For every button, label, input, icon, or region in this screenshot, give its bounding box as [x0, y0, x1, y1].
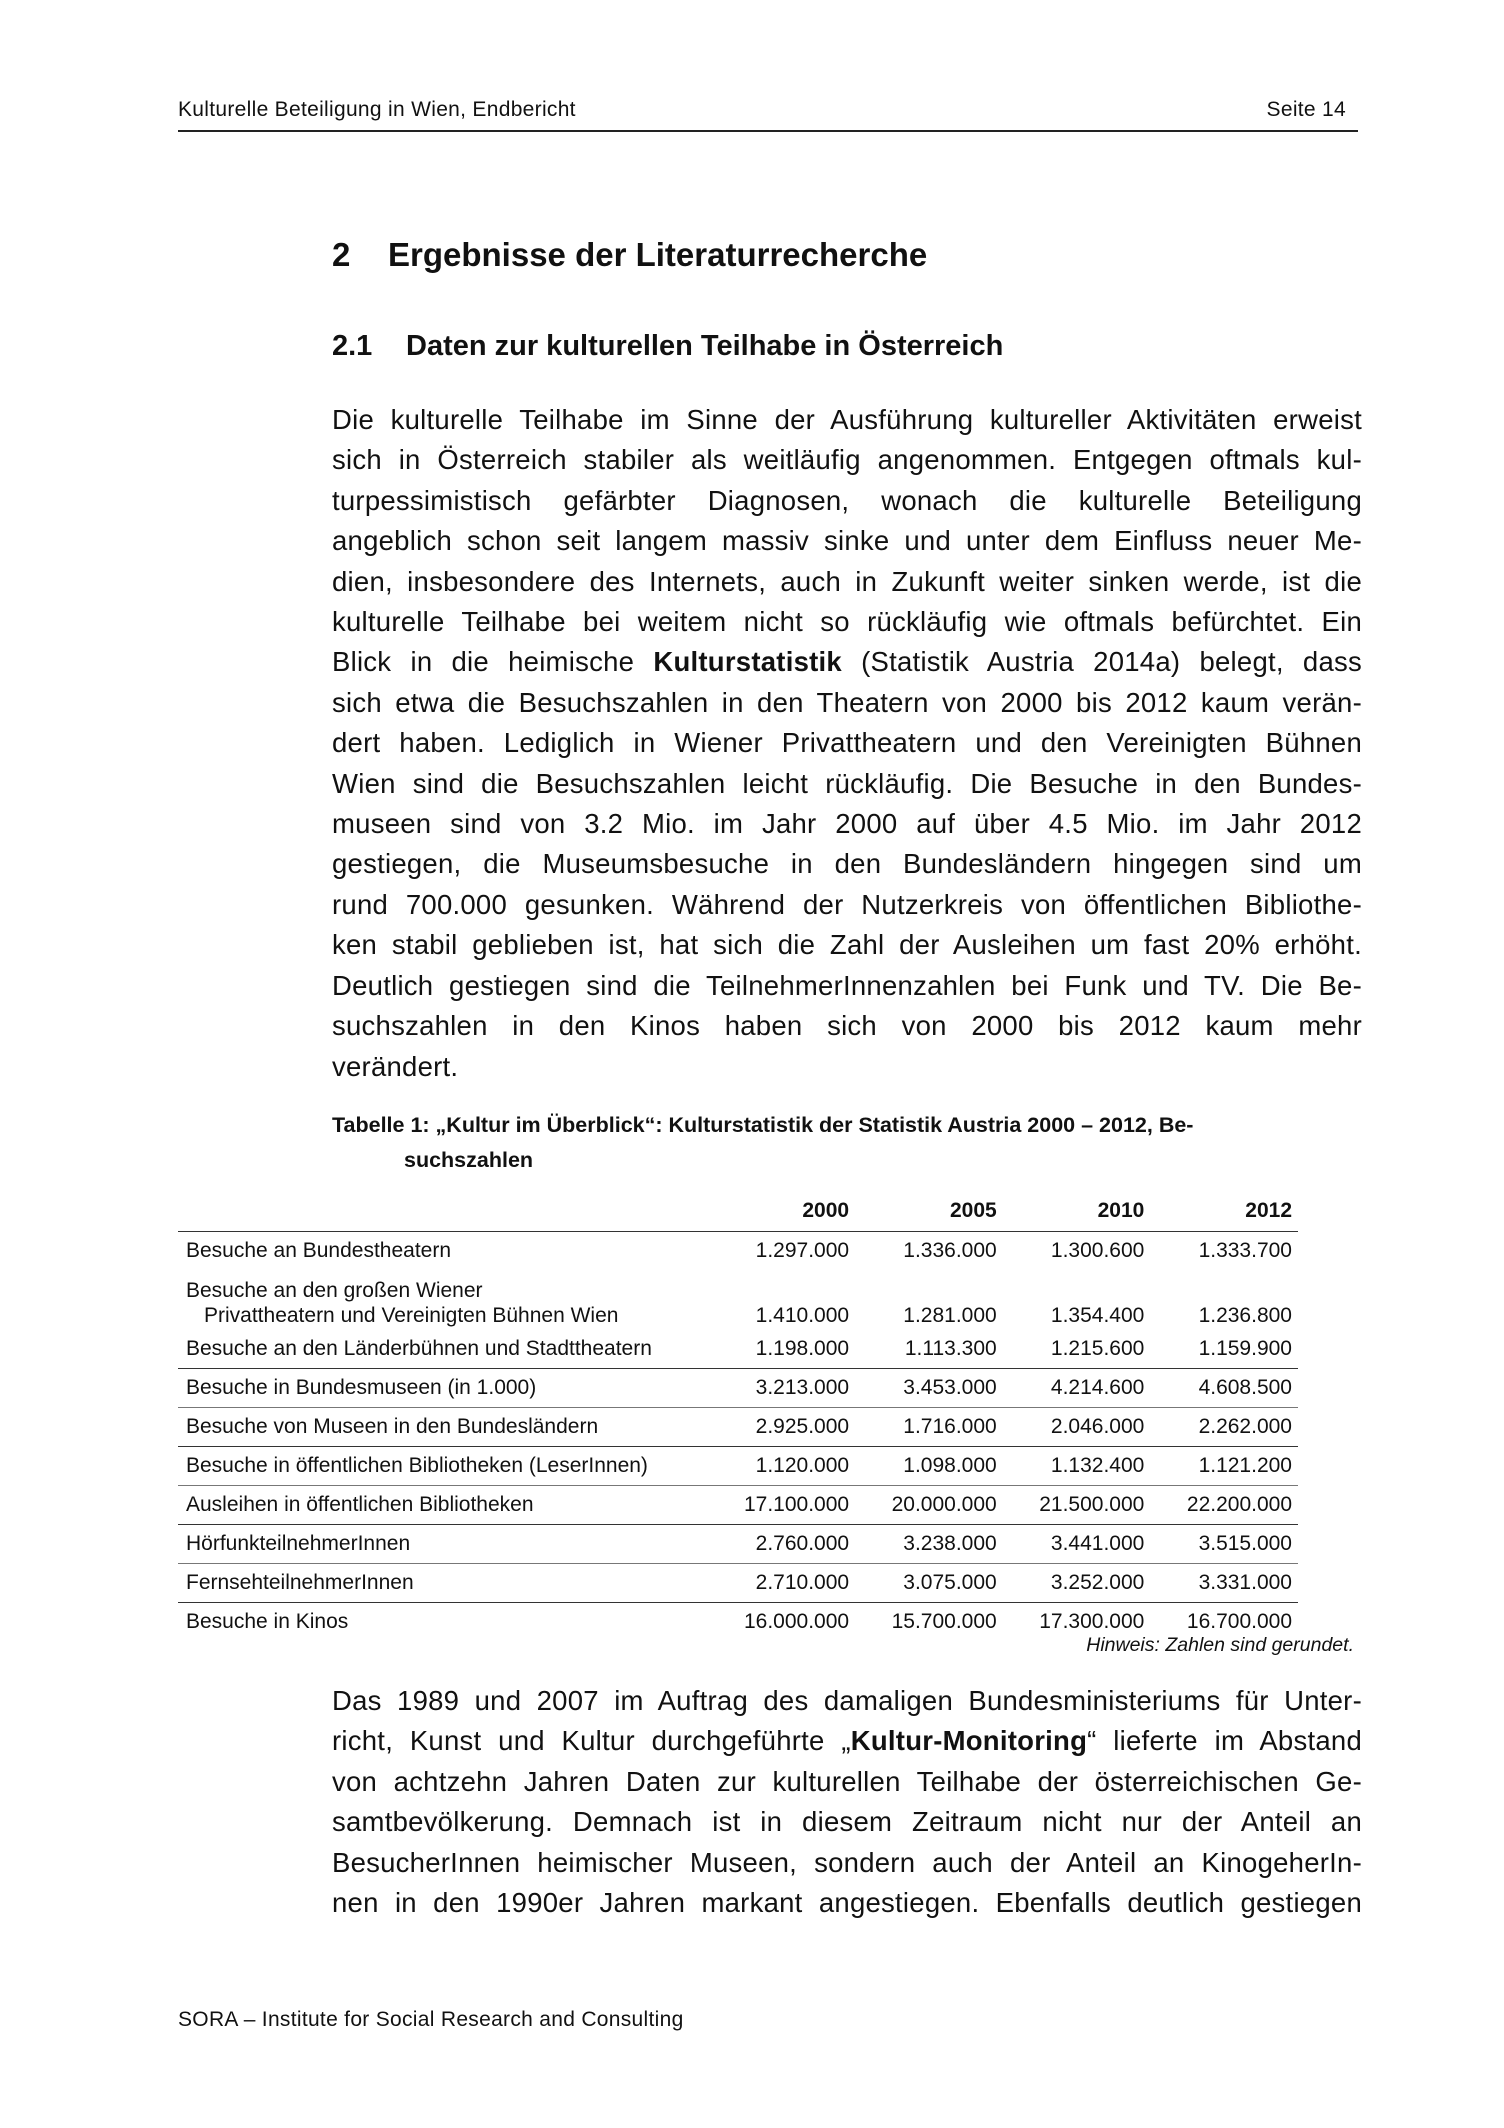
paragraph-line: Die kulturelle Teilhabe im Sinne der Ausführung kultureller Aktivitäten erweist — [332, 404, 1362, 435]
cell-value: 1.121.200 — [1150, 1447, 1298, 1486]
row-label: Besuche in Bundesmuseen (in 1.000) — [178, 1369, 707, 1408]
cell-value: 3.515.000 — [1150, 1525, 1298, 1564]
paragraph-kultur-monitoring — [332, 1681, 1362, 1923]
cell-value: 1.300.600 — [1050, 1239, 1145, 1262]
cell-value: 3.441.000 — [1003, 1525, 1151, 1564]
cell-value: 1.198.000 — [707, 1330, 855, 1369]
caption-line: Tabelle 1: „Kultur im Überblick“: Kulturstatistik der Statistik Austria 2000 – 2012, Be- — [332, 1113, 1194, 1137]
cell-value: 1.120.000 — [707, 1447, 855, 1486]
row-label: Besuche an den Länderbühnen und Stadttheatern — [178, 1330, 707, 1369]
paragraph-line: verändert. — [332, 1050, 459, 1082]
row-label-line: Privattheatern und Vereinigten Bühnen Wien — [204, 1304, 619, 1327]
paragraph-line: suchszahlen in den Kinos haben sich von 2000 bis 2012 kaum mehr — [332, 1010, 1362, 1042]
cell-value: 1.297.000 — [755, 1239, 850, 1262]
cell-value: 3.075.000 — [855, 1564, 1003, 1603]
paragraph-line: von achtzehn Jahren Daten zur kulturellen Teilhabe der österreichischen Ge- — [332, 1765, 1362, 1797]
cell-value: 22.200.000 — [1150, 1486, 1298, 1525]
paragraph-line: angeblich schon seit langem massiv sinke und unter dem Einfluss neuer Me- — [332, 525, 1362, 557]
cell-value: 1.281.000 — [903, 1304, 997, 1327]
paragraph-line: sich etwa die Besuchszahlen in den Theatern von 2000 bis 2012 kaum verän- — [332, 686, 1362, 718]
cell-value: 17.300.000 — [1039, 1610, 1145, 1633]
paragraph-line: museen sind von 3.2 Mio. im Jahr 2000 auf über 4.5 Mio. im Jahr 2012 — [332, 808, 1362, 840]
cell-value: 1.333.700 — [1198, 1239, 1292, 1262]
running-header — [178, 96, 1358, 132]
table-header-year: 2012 — [1150, 1195, 1298, 1232]
cell-value: 1.113.300 — [855, 1330, 1003, 1369]
cell-value: 2.760.000 — [707, 1525, 855, 1564]
paragraph-line: turpessimistisch gefärbter Diagnosen, wonach die kulturelle Beteiligung — [332, 484, 1362, 516]
table-note: Hinweis: Zahlen sind gerundet. — [1086, 1634, 1354, 1656]
chapter-title: Ergebnisse der Literaturrecherche — [388, 236, 928, 273]
cell-value: 2.046.000 — [1003, 1408, 1151, 1447]
paragraph-line: kulturelle Teilhabe bei weitem nicht so rückläufig wie oftmals befürchtet. Ein — [332, 606, 1362, 638]
table-row — [178, 1486, 1298, 1525]
row-label: FernsehteilnehmerInnen — [178, 1564, 707, 1603]
cell-value: 15.700.000 — [891, 1610, 997, 1633]
cell-value: 3.252.000 — [1003, 1564, 1151, 1603]
row-label: Besuche in öffentlichen Bibliotheken (LeserInnen) — [178, 1447, 707, 1486]
paragraph-line: ken stabil geblieben ist, hat sich die Zahl der Ausleihen um fast 20% erhöht. — [332, 929, 1362, 961]
cell-value: 3.238.000 — [855, 1525, 1003, 1564]
cell-value: 1.215.600 — [1003, 1330, 1151, 1369]
cell-value: 3.453.000 — [855, 1369, 1003, 1408]
paragraph-line: dert haben. Lediglich in Wiener Privattheatern und den Vereinigten Bühnen — [332, 727, 1362, 759]
table-row — [178, 1447, 1298, 1486]
cell-value: 1.132.400 — [1003, 1447, 1151, 1486]
cell-value: 4.608.500 — [1150, 1369, 1298, 1408]
paragraph-line: sich in Österreich stabiler als weitläufig angenommen. Entgegen oftmals kul- — [332, 444, 1362, 476]
paragraph-line — [332, 642, 1362, 682]
paragraph-line: rund 700.000 gesunken. Während der Nutzerkreis von öffentlichen Bibliothe- — [332, 888, 1362, 920]
row-label — [178, 1270, 707, 1330]
cell-value: 17.100.000 — [707, 1486, 855, 1525]
table-header-label — [178, 1195, 707, 1232]
text-segment: “ lieferte im Abstand — [1087, 1725, 1362, 1757]
paragraph-line: samtbevölkerung. Demnach ist in diesem Zeitraum nicht nur der Anteil an — [332, 1806, 1362, 1838]
cell-value: 21.500.000 — [1003, 1486, 1151, 1525]
table-caption — [332, 1108, 1362, 1178]
cell-value: 1.098.000 — [855, 1447, 1003, 1486]
paragraph-line: gestiegen, die Museumsbesuche in den Bundesländern hingegen sind um — [332, 848, 1362, 880]
row-label: Besuche in Kinos — [186, 1610, 349, 1633]
kulturstatistik-term: Kulturstatistik — [653, 646, 842, 678]
table-header-year: 2005 — [855, 1195, 1003, 1232]
cell-value: 2.262.000 — [1150, 1408, 1298, 1447]
table-header-year: 2010 — [1003, 1195, 1151, 1232]
row-label: Ausleihen in öffentlichen Bibliotheken — [178, 1486, 707, 1525]
cell-value: 1.716.000 — [855, 1408, 1003, 1447]
table-header-year: 2000 — [707, 1195, 855, 1232]
paragraph-line: Das 1989 und 2007 im Auftrag des damaligen Bundesministeriums für Unter- — [332, 1685, 1362, 1716]
row-label-line: Besuche an den großen Wiener — [186, 1279, 483, 1302]
page-footer: SORA – Institute for Social Research and Consulting — [178, 2008, 684, 2031]
chapter-number: 2 — [332, 236, 351, 273]
table-header-row — [178, 1195, 1298, 1232]
paragraph-intro — [332, 400, 1362, 1087]
table-row — [178, 1525, 1298, 1564]
cell-value: 1.159.900 — [1150, 1330, 1298, 1369]
cell-value: 4.214.600 — [1003, 1369, 1151, 1408]
row-label: HörfunkteilnehmerInnen — [178, 1525, 707, 1564]
section-title: Daten zur kulturellen Teilhabe in Österreich — [406, 330, 1004, 362]
cell-value: 16.000.000 — [743, 1610, 850, 1633]
page-number: Seite 14 — [1266, 98, 1346, 121]
text-segment: (Statistik Austria 2014a) belegt, dass — [861, 646, 1362, 678]
table-row — [178, 1369, 1298, 1408]
text-segment: Blick in die heimische — [332, 646, 635, 678]
row-label: Besuche von Museen in den Bundesländern — [178, 1408, 707, 1447]
cell-value: 2.710.000 — [707, 1564, 855, 1603]
cell-value: 1.236.800 — [1198, 1304, 1292, 1327]
cell-value: 1.354.400 — [1050, 1304, 1145, 1327]
cell-value: 3.213.000 — [707, 1369, 855, 1408]
chapter-heading — [332, 236, 927, 274]
section-heading — [332, 330, 1003, 363]
document-title: Kulturelle Beteiligung in Wien, Endbericht — [178, 98, 576, 121]
cell-value: 1.410.000 — [755, 1304, 850, 1327]
statistics-table — [178, 1195, 1298, 1641]
table-row — [178, 1232, 1298, 1271]
text-segment: richt, Kunst und Kultur durchgeführte „ — [332, 1725, 851, 1757]
cell-value: 20.000.000 — [855, 1486, 1003, 1525]
cell-value: 3.331.000 — [1150, 1564, 1298, 1603]
paragraph-line: Wien sind die Besuchszahlen leicht rückläufig. Die Besuche in den Bundes- — [332, 767, 1362, 799]
paragraph-line: nen in den 1990er Jahren markant angestiegen. Ebenfalls deutlich gestiegen — [332, 1887, 1362, 1919]
row-label: Besuche an Bundestheatern — [186, 1239, 452, 1262]
caption-line: suchszahlen — [404, 1148, 534, 1172]
table-row — [178, 1270, 1298, 1330]
cell-value: 1.336.000 — [903, 1239, 997, 1262]
kultur-monitoring-term: Kultur-Monitoring — [850, 1725, 1088, 1757]
table-row — [178, 1564, 1298, 1603]
section-number: 2.1 — [332, 330, 373, 362]
table-row — [178, 1330, 1298, 1369]
paragraph-line: Deutlich gestiegen sind die TeilnehmerInnenzahlen bei Funk und TV. Die Be- — [332, 969, 1362, 1001]
cell-value: 2.925.000 — [707, 1408, 855, 1447]
cell-value: 16.700.000 — [1186, 1610, 1292, 1633]
table-row — [178, 1408, 1298, 1447]
paragraph-line — [332, 1721, 1362, 1761]
paragraph-line: BesucherInnen heimischer Museen, sondern auch der Anteil an KinogeherIn- — [332, 1846, 1362, 1878]
paragraph-line: dien, insbesondere des Internets, auch in Zukunft weiter sinken werde, ist die — [332, 565, 1362, 597]
